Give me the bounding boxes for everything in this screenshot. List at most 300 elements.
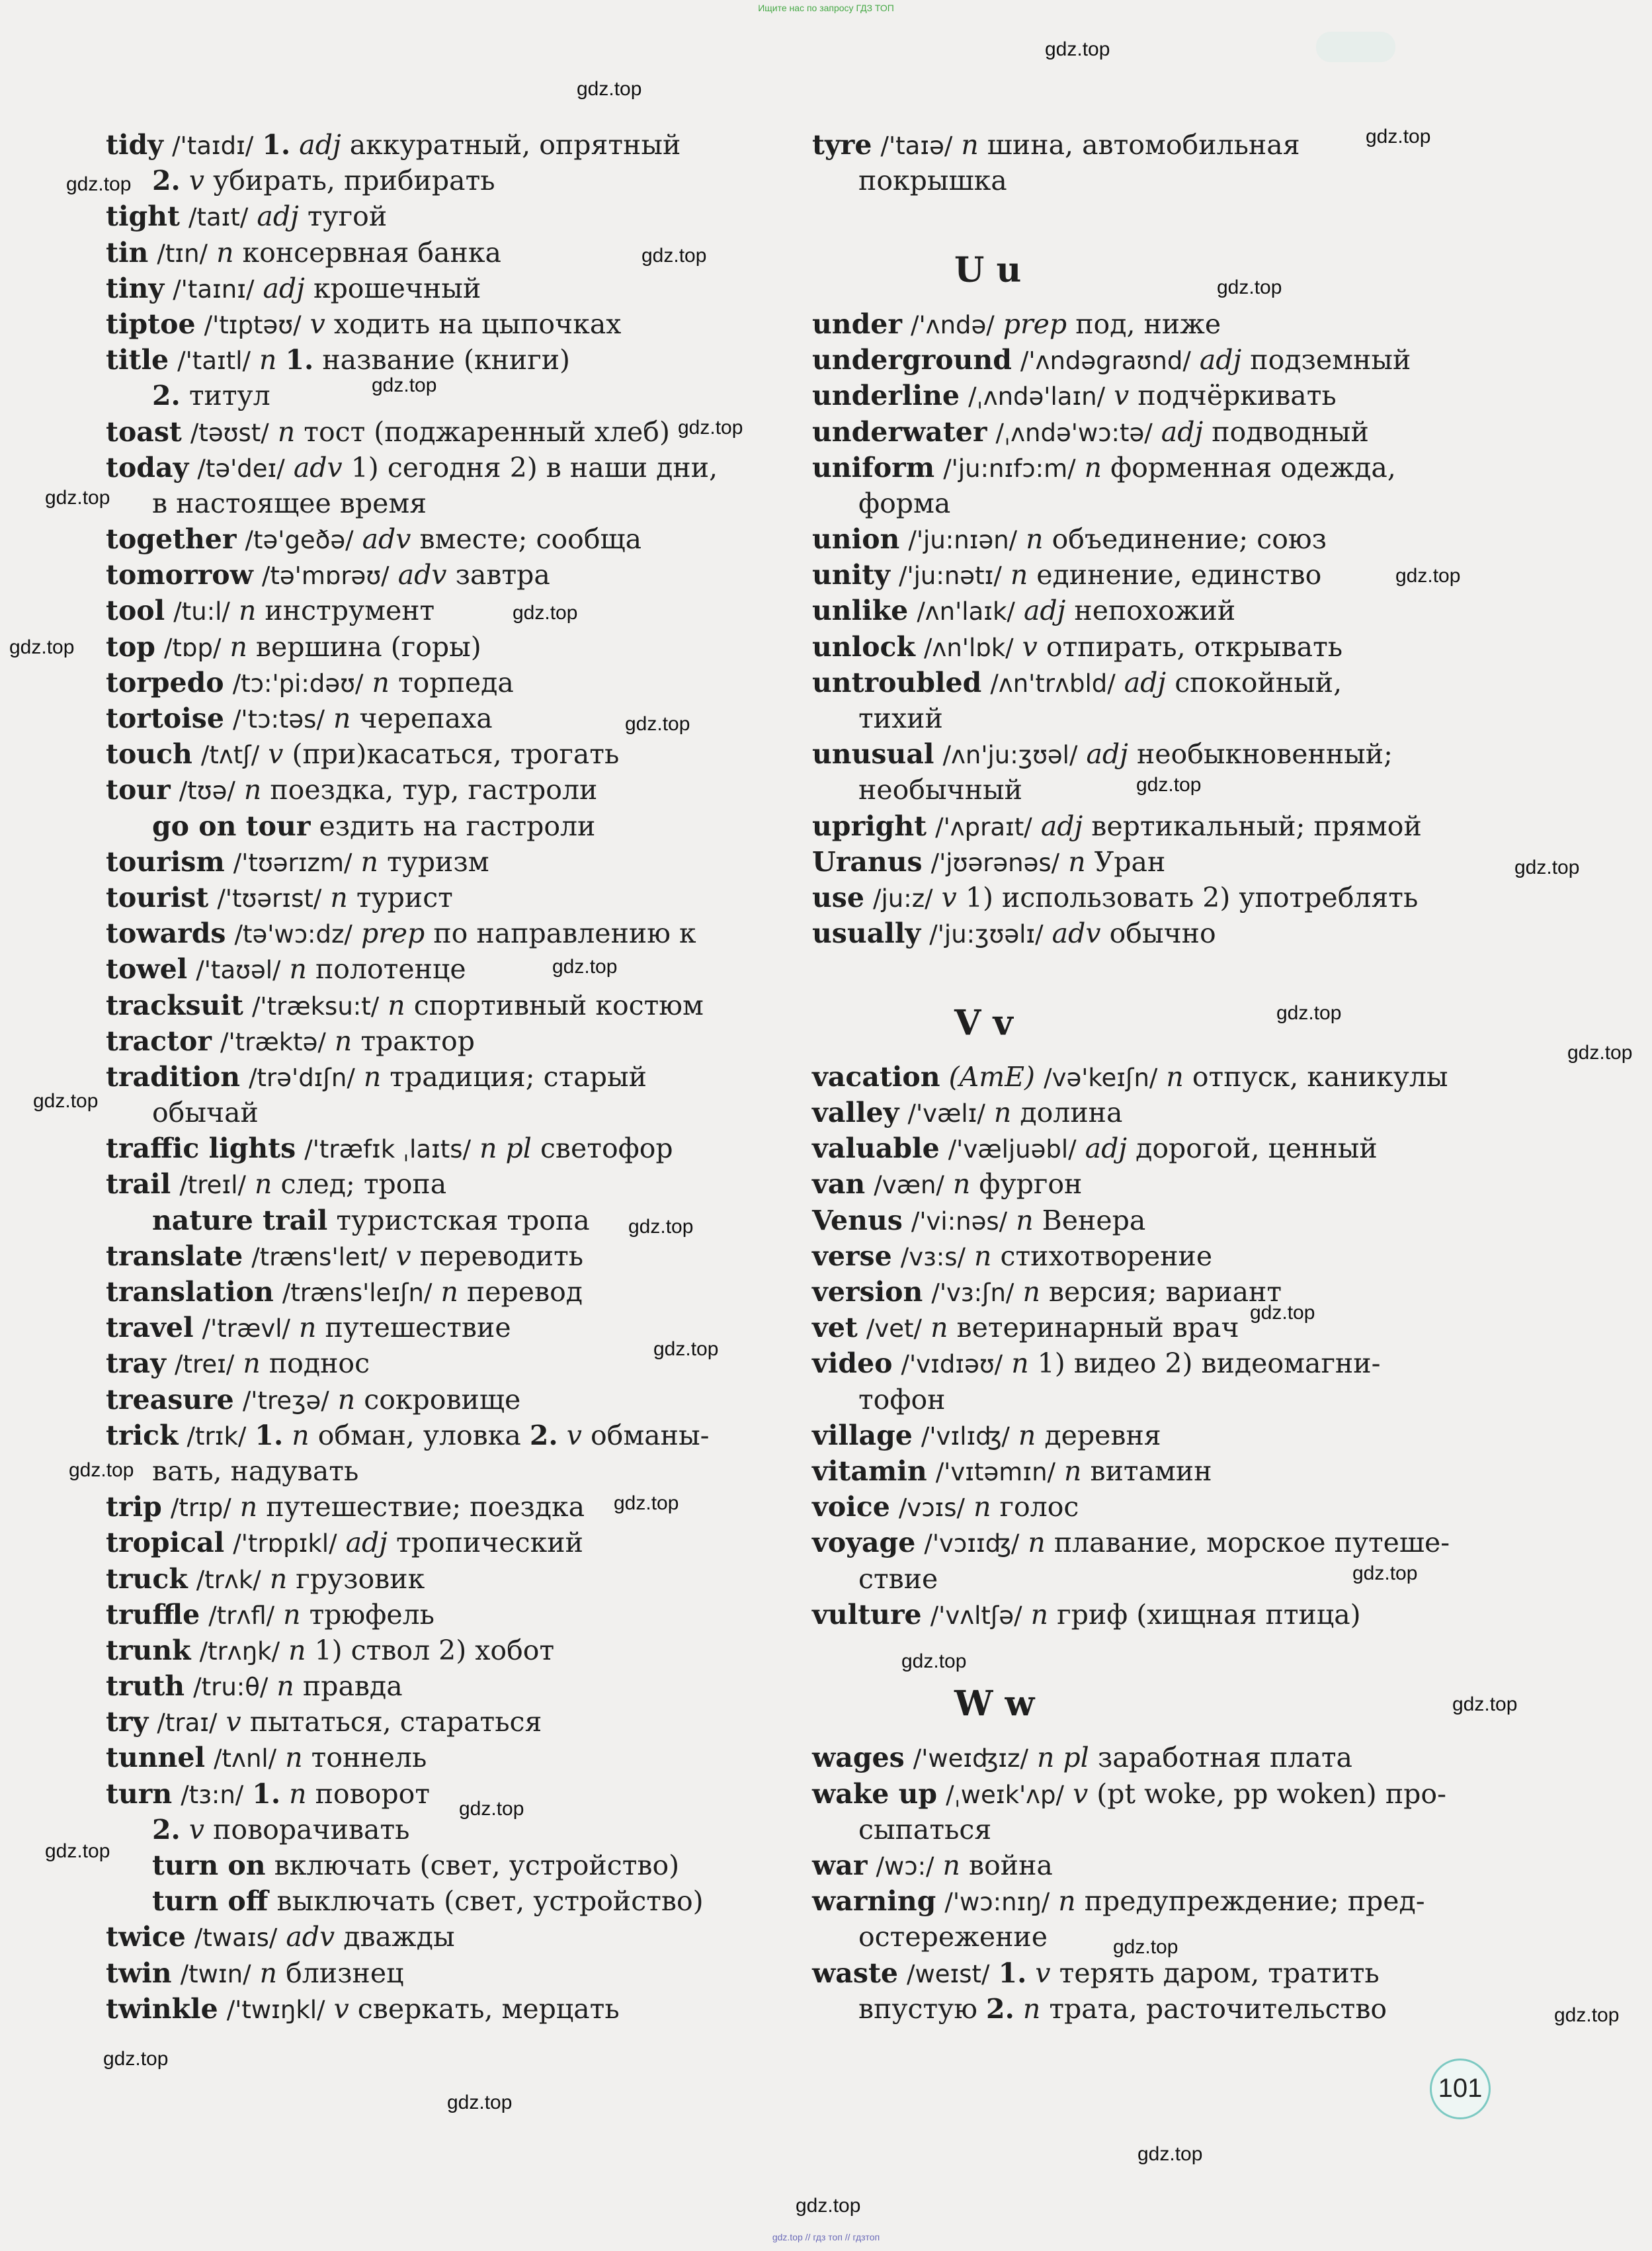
- part-of-speech: adj: [299, 129, 341, 161]
- sense-number: 1.: [255, 1419, 284, 1451]
- translation: впустую: [858, 1992, 977, 2025]
- dictionary-entry-line: [106, 1955, 767, 1991]
- spacer: [812, 951, 1507, 987]
- transcription: /weɪst/: [907, 1959, 990, 1988]
- watermark: gdz.top: [796, 2195, 861, 2217]
- sense-number: 2.: [529, 1419, 558, 1451]
- translation: (при)касаться, трогать: [292, 738, 620, 771]
- transcription: /'wɔ:nɪŋ/: [944, 1888, 1050, 1917]
- dictionary-entry-line: [812, 1955, 1507, 1991]
- part-of-speech: v: [941, 881, 957, 913]
- translation: переводить: [419, 1240, 584, 1272]
- transcription: /træns'leɪt/: [251, 1242, 388, 1271]
- dictionary-entry-line: [106, 1274, 767, 1310]
- watermark: gdz.top: [103, 2048, 169, 2070]
- header-decoration: [1316, 32, 1395, 62]
- headword: tidy: [106, 129, 164, 161]
- translation: предупреждение; пред-: [1084, 1885, 1425, 1918]
- transcription: /'træktə/: [220, 1027, 326, 1056]
- sense-number: 1.: [252, 1777, 281, 1810]
- right-column: [812, 127, 1507, 2027]
- watermark: gdz.top: [33, 1090, 99, 1112]
- part-of-speech: (AmE): [948, 1060, 1036, 1093]
- part-of-speech: n: [993, 1097, 1012, 1129]
- headword: uniform: [812, 451, 935, 484]
- part-of-speech: n: [973, 1491, 991, 1523]
- transcription: /vet/: [866, 1314, 923, 1343]
- dictionary-entry-line: [106, 808, 767, 844]
- dictionary-entry-line: [812, 414, 1507, 450]
- dictionary-entry-line: [106, 521, 767, 557]
- headword: verse: [812, 1240, 892, 1272]
- dictionary-entry-line: [812, 915, 1507, 951]
- part-of-speech: v: [1114, 380, 1130, 412]
- headword: vacation: [812, 1060, 940, 1093]
- part-of-speech: n: [372, 666, 390, 699]
- dictionary-entry-line: [106, 450, 767, 486]
- dictionary-entry-line: [812, 342, 1507, 378]
- translation: поднос: [268, 1347, 370, 1380]
- translation: полотенце: [315, 953, 466, 986]
- part-of-speech: v: [566, 1419, 582, 1451]
- headword: wake up: [812, 1777, 938, 1810]
- sense-number: 1.: [285, 344, 314, 376]
- headword: Venus: [812, 1204, 903, 1236]
- translation: плавание, морское путеше-: [1053, 1527, 1450, 1559]
- headword: voyage: [812, 1527, 916, 1559]
- watermark: gdz.top: [1352, 1562, 1418, 1584]
- transcription: /ʌn'ju:ʒʊəl/: [942, 741, 1078, 770]
- transcription: /væn/: [874, 1171, 944, 1200]
- watermark: gdz.top: [513, 602, 578, 624]
- translation: 1) видео 2) видеомагни-: [1037, 1347, 1381, 1380]
- transcription: /ju:z/: [873, 884, 933, 913]
- part-of-speech: n: [289, 953, 307, 986]
- dictionary-entry-line: [106, 414, 767, 450]
- dictionary-entry-line: [812, 521, 1507, 557]
- translation: перевод: [466, 1276, 583, 1308]
- dictionary-entry-line: [106, 1453, 767, 1489]
- dictionary-entry-line: [106, 665, 767, 701]
- transcription: /'ju:nətɪ/: [899, 562, 1002, 591]
- translation: вертикальный; прямой: [1091, 810, 1422, 842]
- part-of-speech: n: [334, 1025, 352, 1057]
- transcription: /tʊə/: [179, 777, 235, 806]
- headword: tour: [106, 774, 171, 806]
- part-of-speech: n: [1010, 559, 1028, 591]
- watermark: gdz.top: [372, 374, 437, 396]
- headword: use: [812, 881, 864, 913]
- translation: необыкновенный;: [1136, 738, 1393, 771]
- watermark: gdz.top: [1567, 1042, 1633, 1064]
- translation: консервная банка: [242, 236, 501, 269]
- watermark: gdz.top: [1137, 2143, 1203, 2165]
- translation: титул: [188, 380, 270, 412]
- part-of-speech: n: [276, 1670, 294, 1703]
- part-of-speech: n: [1022, 1276, 1040, 1308]
- headword: usually: [812, 917, 921, 950]
- translation: ездить на гастроли: [319, 810, 596, 842]
- dictionary-entry-line: [106, 1633, 767, 1668]
- transcription: /ˌweɪk'ʌp/: [946, 1780, 1065, 1809]
- headword: twinkle: [106, 1992, 218, 2025]
- dictionary-entry-line: [812, 736, 1507, 772]
- watermark: gdz.top: [641, 245, 707, 267]
- headword: warning: [812, 1885, 936, 1918]
- transcription: /tə'wɔ:dz/: [234, 920, 352, 949]
- dictionary-entry-line: [106, 1812, 767, 1848]
- translation: тихий: [858, 702, 943, 735]
- transcription: /tə'deɪ/: [197, 454, 285, 483]
- headword: underwater: [812, 415, 987, 448]
- headword: tool: [106, 595, 165, 627]
- part-of-speech: adj: [1040, 810, 1083, 842]
- headword: trip: [106, 1491, 162, 1523]
- sense-number: 1.: [998, 1957, 1027, 1989]
- headword: turn: [106, 1777, 173, 1810]
- translation: спортивный костюм: [413, 989, 704, 1021]
- translation: пытаться, стараться: [249, 1706, 542, 1738]
- transcription: /'taɪdɪ/: [172, 132, 254, 160]
- translation: поездка, тур, гастроли: [270, 774, 598, 806]
- transcription: /twɪn/: [180, 1959, 251, 1988]
- dictionary-entry-line: [106, 198, 767, 234]
- watermark: gdz.top: [653, 1338, 719, 1360]
- transcription: /'vɔɪɪʤ/: [924, 1529, 1020, 1558]
- transcription: /twaɪs/: [194, 1924, 278, 1953]
- dictionary-entry-line: [106, 1418, 767, 1453]
- part-of-speech: n: [942, 1849, 960, 1882]
- transcription: /ˌʌndə'wɔ:tə/: [995, 418, 1153, 447]
- headword: touch: [106, 738, 192, 771]
- translation: (pt woke, pp woken) про-: [1096, 1777, 1446, 1810]
- translation: трюфель: [309, 1598, 434, 1631]
- transcription: /tɒp/: [164, 633, 222, 662]
- part-of-speech: n: [337, 1383, 356, 1416]
- headword: untroubled: [812, 666, 982, 699]
- translation: правда: [302, 1670, 403, 1703]
- part-of-speech: adv: [1052, 917, 1101, 950]
- transcription: /'tɪptəʊ/: [204, 310, 302, 339]
- transcription: /'taɪə/: [880, 132, 953, 160]
- part-of-speech: adj: [1085, 1132, 1128, 1165]
- part-of-speech: n: [239, 1491, 258, 1523]
- part-of-speech: n: [330, 881, 348, 913]
- watermark: gdz.top: [625, 713, 690, 735]
- translation: долина: [1020, 1097, 1123, 1129]
- headword: towel: [106, 953, 188, 986]
- sense-number: 2.: [152, 165, 181, 197]
- part-of-speech: n: [440, 1276, 458, 1308]
- part-of-speech: n: [1026, 523, 1044, 556]
- headword: valley: [812, 1097, 899, 1129]
- headword: tray: [106, 1347, 166, 1380]
- transcription: /vɔɪs/: [898, 1494, 966, 1523]
- transcription: /'ʌndəgraʊnd/: [1020, 347, 1191, 376]
- part-of-speech: adj: [1199, 344, 1242, 376]
- headword: together: [106, 523, 237, 556]
- watermark: gdz.top: [1045, 38, 1110, 60]
- dictionary-entry-line: [106, 629, 767, 665]
- transcription: /'ʌpraɪt/: [935, 812, 1032, 841]
- left-column: [106, 127, 767, 2027]
- part-of-speech: n: [1068, 845, 1086, 878]
- dictionary-entry-line: [106, 1597, 767, 1633]
- dictionary-entry-line: [812, 486, 1507, 521]
- watermark: gdz.top: [69, 1459, 134, 1481]
- headword: war: [812, 1849, 868, 1882]
- headword: trail: [106, 1168, 171, 1201]
- part-of-speech: n: [289, 1777, 307, 1810]
- translation: завтра: [455, 559, 550, 591]
- watermark: gdz.top: [1514, 857, 1580, 878]
- headword: today: [106, 451, 189, 484]
- translation: аккуратный, опрятный: [349, 129, 681, 161]
- headword: towards: [106, 917, 226, 950]
- watermark: gdz.top: [1554, 2004, 1620, 2026]
- dictionary-entry-line: [812, 1203, 1507, 1238]
- part-of-speech: n: [277, 415, 296, 448]
- translation: остережение: [858, 1921, 1048, 1953]
- watermark: gdz.top: [1136, 774, 1202, 796]
- dictionary-entry-line: [106, 163, 767, 198]
- dictionary-entry-line: [812, 701, 1507, 736]
- part-of-speech: n: [1058, 1885, 1076, 1918]
- part-of-speech: v: [1022, 630, 1038, 663]
- translation: грузовик: [296, 1562, 425, 1595]
- translation: сокровище: [364, 1383, 521, 1416]
- dictionary-entry-line: [106, 1382, 767, 1418]
- headword: treasure: [106, 1383, 234, 1416]
- translation: война: [969, 1849, 1053, 1882]
- headword: unlike: [812, 595, 909, 627]
- translation: деревня: [1044, 1419, 1161, 1451]
- top-banner: Ищите нас по запросу ГДЗ ТОП: [758, 3, 894, 13]
- transcription: /vɜ:s/: [900, 1242, 966, 1271]
- headword: vulture: [812, 1598, 922, 1631]
- dictionary-entry-line: [106, 844, 767, 880]
- dictionary-entry-line: [812, 1166, 1507, 1202]
- headword: tortoise: [106, 702, 224, 734]
- dictionary-entry-line: [106, 736, 767, 772]
- translation: 1) сегодня 2) в наши дни,: [351, 451, 718, 484]
- part-of-speech: n: [952, 1168, 971, 1201]
- part-of-speech: v: [310, 308, 325, 340]
- part-of-speech: n: [259, 344, 277, 376]
- transcription: /'ju:nɪən/: [908, 526, 1018, 555]
- transcription: /və'keɪʃn/: [1044, 1063, 1158, 1092]
- dictionary-entry-line: [106, 1238, 767, 1274]
- part-of-speech: n: [288, 1634, 306, 1666]
- transcription: /'vɪdɪəʊ/: [901, 1350, 1003, 1379]
- translation: обычай: [152, 1097, 259, 1129]
- part-of-speech: n pl: [1036, 1742, 1089, 1774]
- transcription: /tə'geðə/: [245, 526, 354, 555]
- transcription: /'træksu:t/: [251, 992, 380, 1021]
- translation: обман, уловка: [317, 1419, 521, 1451]
- headword: torpedo: [106, 666, 224, 699]
- headword: translate: [106, 1240, 243, 1272]
- transcription: /'tɔ:təs/: [232, 705, 325, 734]
- watermark: gdz.top: [9, 636, 75, 658]
- headword: video: [812, 1347, 893, 1380]
- translation: отпирать, открывать: [1046, 630, 1343, 663]
- part-of-speech: n: [238, 595, 257, 627]
- dictionary-entry-line: [812, 1274, 1507, 1310]
- headword: unity: [812, 559, 890, 591]
- headword: unlock: [812, 630, 915, 663]
- headword: travel: [106, 1312, 194, 1344]
- headword: tunnel: [106, 1742, 206, 1774]
- watermark: gdz.top: [614, 1492, 679, 1514]
- transcription: /'vɪlɪʤ/: [921, 1422, 1010, 1451]
- part-of-speech: n: [283, 1598, 301, 1631]
- translation: след; тропа: [280, 1168, 447, 1201]
- translation: покрышка: [858, 165, 1007, 197]
- headword: tyre: [812, 129, 872, 161]
- dictionary-entry-line: [106, 915, 767, 951]
- translation: трата, расточительство: [1049, 1992, 1387, 2025]
- translation: в настоящее время: [152, 487, 427, 519]
- translation: путешествие: [325, 1312, 511, 1344]
- part-of-speech: adj: [1086, 738, 1128, 771]
- watermark: gdz.top: [628, 1216, 694, 1238]
- translation: подводный: [1212, 415, 1369, 448]
- translation: выключать (свет, устройство): [276, 1885, 704, 1918]
- part-of-speech: adv: [397, 559, 447, 591]
- translation: трактор: [360, 1025, 475, 1057]
- transcription: /'vælɪ/: [907, 1099, 985, 1128]
- transcription: /'ju:nɪfɔ:m/: [943, 454, 1076, 483]
- headword: waste: [812, 1957, 898, 1989]
- part-of-speech: n: [1016, 1204, 1034, 1236]
- watermark: gdz.top: [1276, 1002, 1342, 1024]
- dictionary-entry-line: [106, 342, 767, 378]
- transcription: /traɪ/: [157, 1709, 218, 1738]
- transcription: /trɪk/: [186, 1422, 247, 1451]
- headword: truffle: [106, 1598, 200, 1631]
- headword: tropical: [106, 1527, 225, 1559]
- transcription: /tɔ:'pi:dəʊ/: [232, 669, 364, 698]
- translation: форменная одежда,: [1110, 451, 1396, 484]
- headword: village: [812, 1419, 913, 1451]
- transcription: /'taʊəl/: [196, 956, 281, 985]
- watermark: gdz.top: [447, 2092, 513, 2113]
- dictionary-entry-line: [106, 127, 767, 163]
- dictionary-entry-line: [106, 988, 767, 1023]
- transcription: /trɪp/: [170, 1494, 231, 1523]
- translation: ходить на цыпочках: [333, 308, 622, 340]
- dictionary-entry-line: [812, 1382, 1507, 1418]
- part-of-speech: n: [292, 1419, 310, 1451]
- transcription: /'væljuəbl/: [948, 1135, 1077, 1164]
- part-of-speech: n: [1018, 1419, 1036, 1451]
- part-of-speech: n: [285, 1742, 303, 1774]
- dictionary-entry-line: [106, 1166, 767, 1202]
- translation: непохожий: [1074, 595, 1236, 627]
- dictionary-entry-line: [812, 1812, 1507, 1848]
- dictionary-entry-line: [812, 844, 1507, 880]
- headword: under: [812, 308, 902, 340]
- sense-number: 2.: [152, 1813, 181, 1846]
- transcription: /'vɜ:ʃn/: [931, 1279, 1014, 1308]
- bottom-banner: gdz.top // гдз топ // гдзтоп: [772, 2232, 880, 2242]
- transcription: /'træfɪk ˌlaɪts/: [304, 1135, 472, 1164]
- part-of-speech: n: [1011, 1347, 1029, 1380]
- translation: гриф (хищная птица): [1057, 1598, 1361, 1631]
- translation: 1) ствол 2) хобот: [314, 1634, 555, 1666]
- translation: Венера: [1042, 1204, 1146, 1236]
- translation: заработная плата: [1097, 1742, 1352, 1774]
- headword: version: [812, 1276, 923, 1308]
- part-of-speech: adj: [1161, 415, 1204, 448]
- headword: wages: [812, 1742, 905, 1774]
- translation: тост (поджаренный хлеб): [304, 415, 670, 448]
- part-of-speech: n: [255, 1168, 272, 1201]
- watermark: gdz.top: [1366, 126, 1431, 148]
- transcription: /wɔ:/: [876, 1852, 934, 1881]
- dictionary-entry-line: [812, 629, 1507, 665]
- translation: витамин: [1090, 1455, 1212, 1487]
- headword: Uranus: [812, 845, 923, 878]
- watermark: gdz.top: [66, 173, 132, 195]
- part-of-speech: prep: [360, 917, 425, 950]
- translation: поворот: [315, 1777, 430, 1810]
- part-of-speech: n: [1022, 1992, 1041, 2025]
- translation: подземный: [1250, 344, 1411, 376]
- translation: сверкать, мерцать: [357, 1992, 620, 2025]
- transcription: /tru:θ/: [193, 1673, 268, 1702]
- transcription: /tɪn/: [157, 239, 208, 268]
- dictionary-entry-line: [106, 1991, 767, 2027]
- headword: nature trail: [152, 1204, 328, 1236]
- translation: крошечный: [313, 272, 481, 304]
- transcription: /'vʌltʃə/: [930, 1601, 1022, 1630]
- translation: ветеринарный врач: [956, 1312, 1239, 1344]
- dictionary-entry-line: [106, 1776, 767, 1812]
- translation: тофон: [858, 1383, 946, 1416]
- translation: объединение; союз: [1052, 523, 1327, 556]
- transcription: /treɪ/: [174, 1350, 235, 1379]
- sense-number: 1.: [262, 129, 291, 161]
- headword: tracksuit: [106, 989, 243, 1021]
- dictionary-entry-line: [106, 593, 767, 628]
- translation: спокойный,: [1175, 666, 1342, 699]
- transcription: /təʊst/: [190, 418, 269, 447]
- transcription: /trʌk/: [196, 1565, 261, 1594]
- transcription: /træns'leɪʃn/: [282, 1279, 433, 1307]
- translation: светофор: [540, 1132, 673, 1165]
- headword: title: [106, 344, 169, 376]
- headword: truck: [106, 1562, 188, 1595]
- dictionary-entry-line: [812, 306, 1507, 342]
- part-of-speech: n: [299, 1312, 317, 1344]
- headword: van: [812, 1168, 866, 1201]
- translation: под, ниже: [1075, 308, 1221, 340]
- headword: truth: [106, 1670, 185, 1703]
- dictionary-entry-line: [812, 163, 1507, 198]
- part-of-speech: n: [974, 1240, 992, 1272]
- headword: tourist: [106, 881, 209, 913]
- headword: top: [106, 630, 155, 663]
- transcription: /'trævl/: [202, 1314, 290, 1343]
- translation: вершина (горы): [255, 630, 481, 663]
- part-of-speech: adj: [345, 1527, 388, 1559]
- part-of-speech: adj: [1124, 666, 1167, 699]
- dictionary-entry-line: [106, 486, 767, 521]
- headword: trick: [106, 1419, 179, 1451]
- dictionary-entry-line: [106, 1740, 767, 1775]
